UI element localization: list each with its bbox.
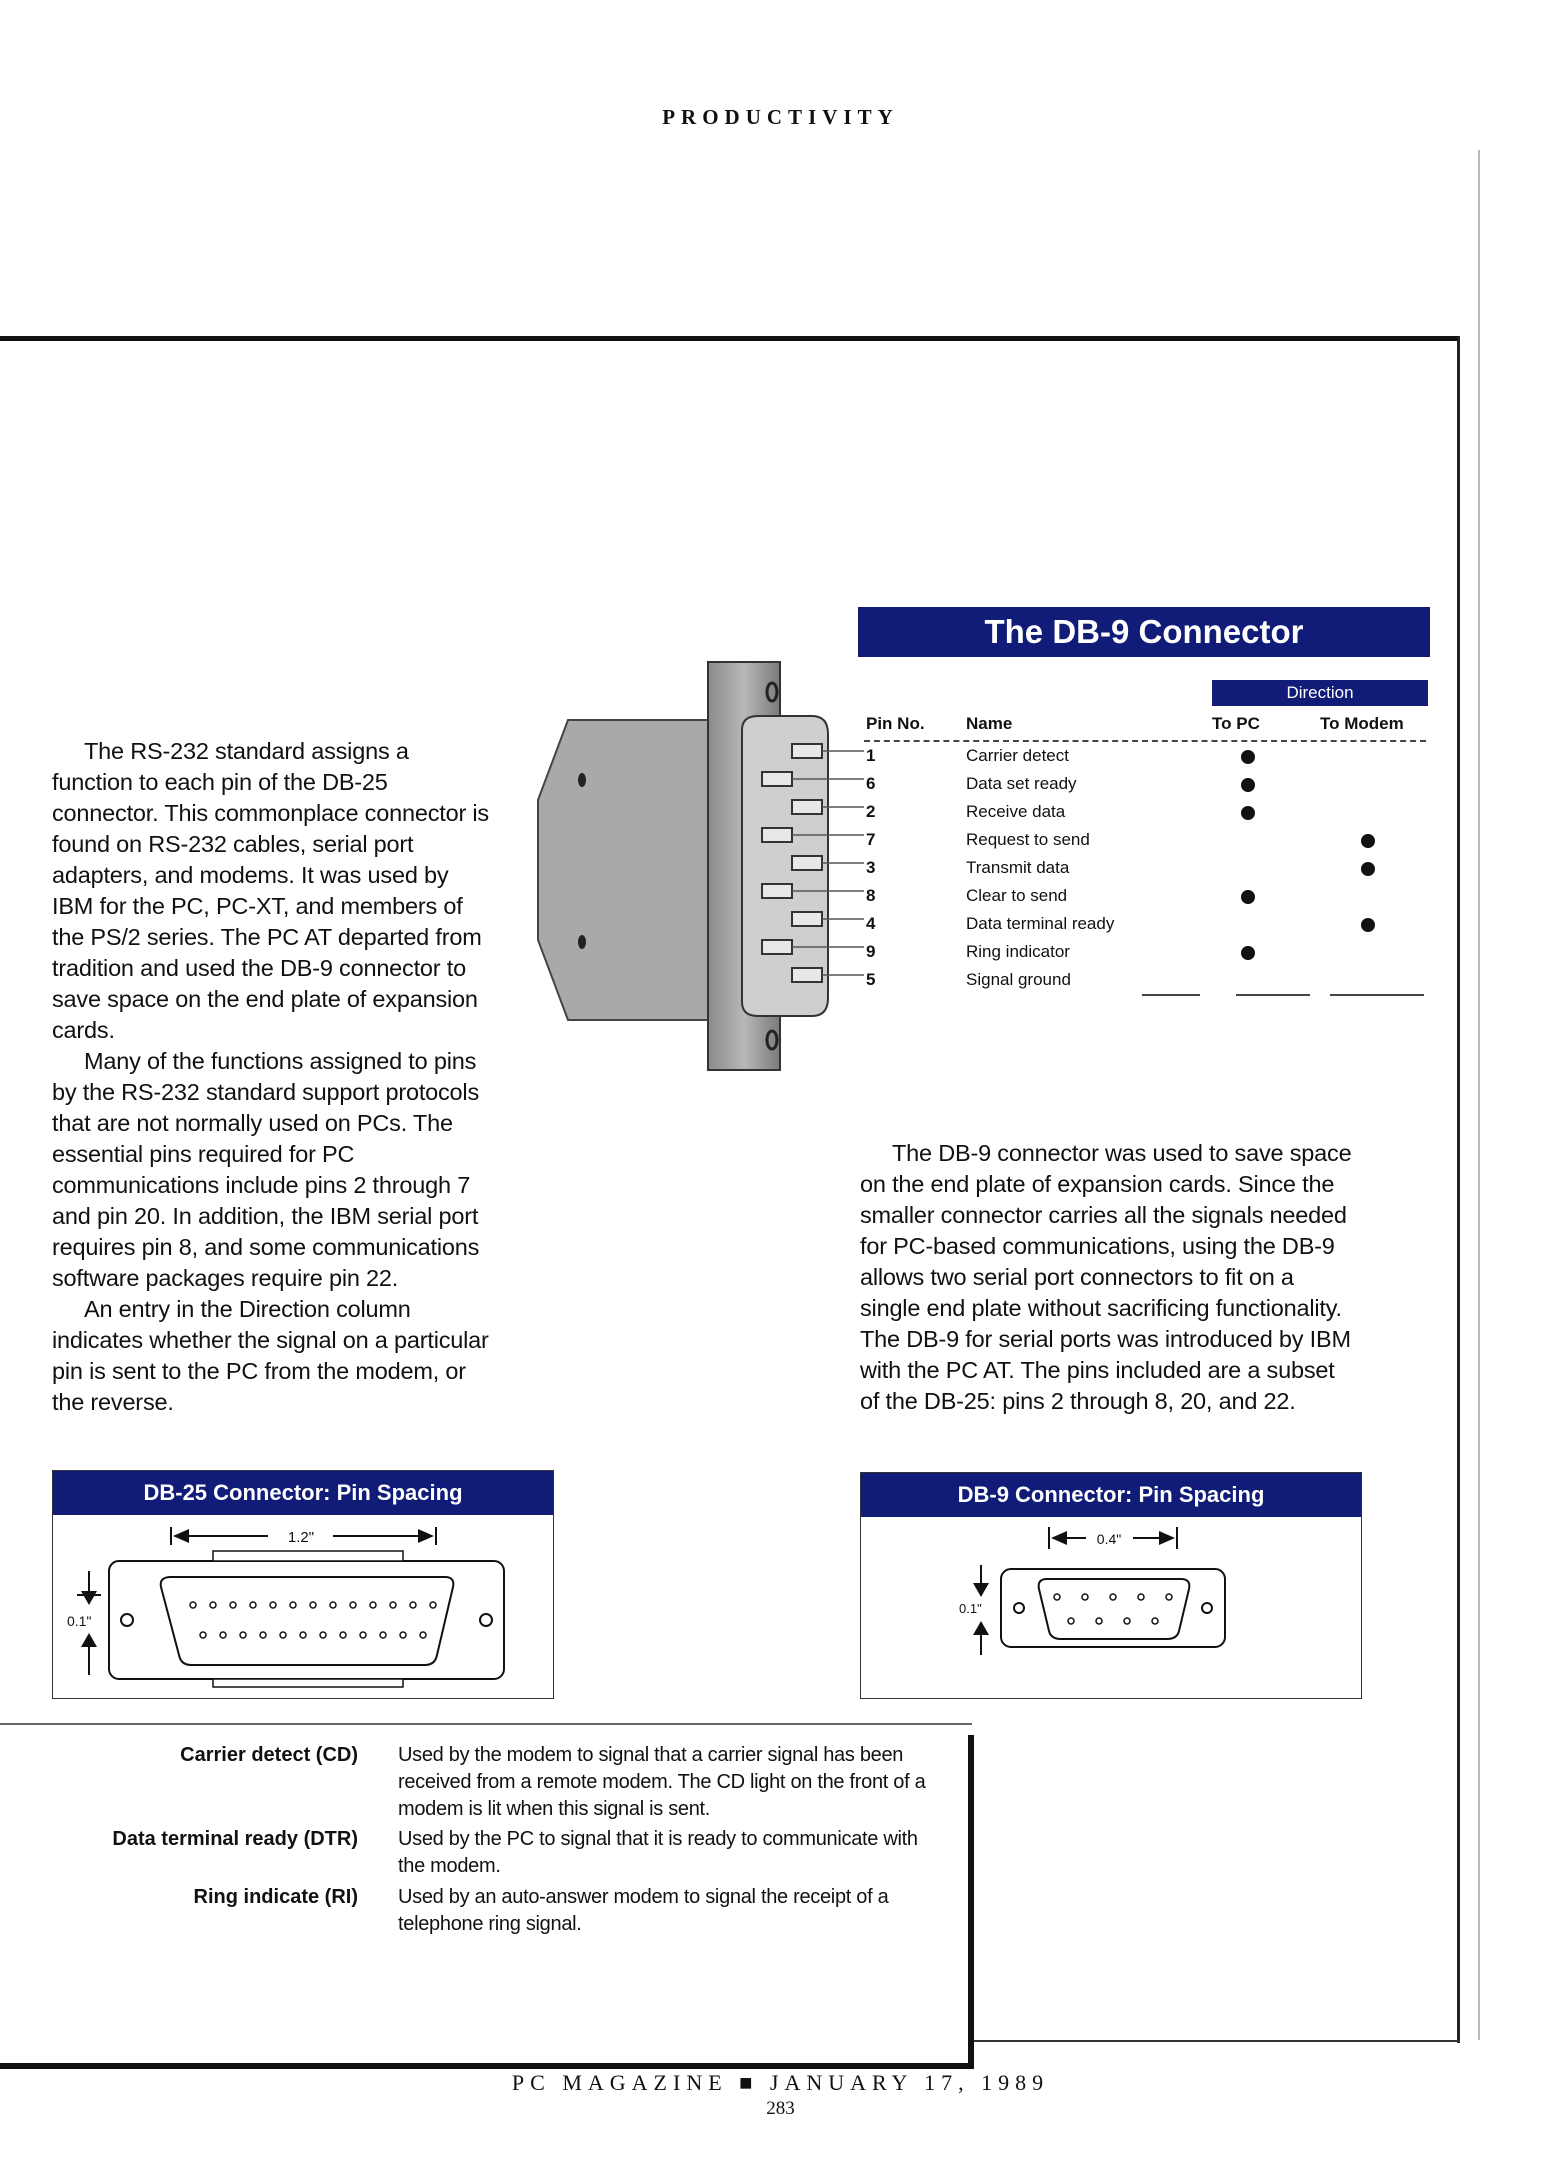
pin-number: 3 [866,858,876,877]
pin-name: Data terminal ready [966,914,1115,933]
width-label: 1.2" [287,1529,315,1546]
db25-diagram [53,1515,550,1695]
paragraph: The DB-9 connector was used to save space on the end plate of expansion cards. Since the smaller connector carries all the signals needed for PC-based communications, using the DB-9 allows two serial port connectors to fit on a single end plate without sacrificing functionality. The DB-9 for serial ports was introduced by IBM with the PC AT. The pins included are a subset of the DB-25: pins 2 through 8, 20, and 22. [860,1140,1352,1414]
pin-number: 8 [866,886,876,905]
pin-name: Signal ground [966,970,1071,989]
column-header-pin: Pin No. [866,714,925,733]
paragraph: The RS-232 standard assigns a function to each pin of the DB-25 connector. This commonplace connector is found on RS-232 cables, serial port adapters, and modems. It was used by IBM for the PC, PC-XT, and members of the PS/2 series. The PC AT departed from tradition and used the DB-9 connector to save space on the end plate of expansion cards. [52,738,489,1043]
definition-term: Data terminal ready (DTR) [112,1828,358,1850]
definition-description: Used by an auto-answer modem to signal the receipt of a telephone ring signal. [398,1886,889,1935]
pin-name: Request to send [966,830,1090,849]
pin-name: Receive data [966,802,1066,821]
db25-pin-spacing-box [52,1470,554,1699]
pin-number: 7 [866,830,876,849]
pin-name: Clear to send [966,886,1068,905]
db9-table-title: The DB-9 Connector [858,607,1430,657]
table-row [864,886,1426,914]
db25-pin-spacing-title: DB-25 Connector: Pin Spacing [53,1471,553,1515]
pin-number: 9 [866,942,876,961]
frame-top-rule [0,336,1460,341]
table-rule [1330,994,1424,996]
pitch-label: 0.1" [67,1613,92,1629]
frame-right-rule [1457,336,1460,2043]
table-row [864,802,1426,830]
pin-name: Data set ready [966,774,1077,793]
direction-to-modem-dot [1361,834,1375,848]
table-rule [1236,994,1310,996]
definitions-top-rule [0,1723,972,1725]
direction-to-modem-dot [1361,862,1375,876]
paragraph: An entry in the Direction column indicates whether the signal on a particular pin is sent to the PC from the modem, or the reverse. [52,1296,489,1415]
table-row [864,746,1426,774]
definitions-right-rule [968,1735,974,2068]
pitch-label: 0.1" [959,1601,982,1616]
direction-to-pc-dot [1241,750,1255,764]
db9-pin-spacing-box [860,1472,1362,1699]
page-number: 283 [766,2098,795,2119]
pin-number: 1 [866,746,876,765]
right-column-text [860,1138,1360,1417]
db9-pin-spacing-title: DB-9 Connector: Pin Spacing [861,1473,1361,1517]
frame-bottom-rule [972,2040,1460,2042]
paragraph: Many of the functions assigned to pins by the RS-232 standard support protocols that are not normally used on PCs. The essential pins required for PC communications include pins 2 through 7 and pin 20. In addition, the IBM serial port requires pin 8, and some communications software packages require pin 22. [52,1048,480,1291]
definitions-bottom-rule [0,2063,974,2069]
table-row [864,970,1426,998]
direction-header: Direction [1212,680,1428,706]
direction-to-pc-dot [1241,806,1255,820]
definition-description: Used by the modem to signal that a carrier signal has been received from a remote modem. The CD light on the front of a modem is lit when this signal is sent. [398,1744,926,1820]
direction-to-pc-dot [1241,890,1255,904]
width-label: 0.4" [1096,1531,1122,1547]
table-row [864,774,1426,802]
direction-to-modem-dot [1361,918,1375,932]
footer-publication: PC MAGAZINE ■ JANUARY 17, 1989 [511,2070,1050,2095]
table-row [864,942,1426,970]
column-header-to-modem: To Modem [1320,714,1404,733]
table-row [864,858,1426,886]
definition-term: Carrier detect (CD) [180,1744,358,1766]
pin-number: 4 [866,914,876,933]
column-header-name: Name [966,714,1013,733]
pin-name: Ring indicator [966,942,1070,961]
section-header: PRODUCTIVITY [662,105,899,129]
direction-to-pc-dot [1241,778,1255,792]
direction-to-pc-dot [1241,946,1255,960]
definition-term: Ring indicate (RI) [193,1886,358,1908]
header-rule [864,740,1426,742]
pin-name: Transmit data [966,858,1070,877]
table-row [864,830,1426,858]
db9-connector-illustration [530,660,870,1075]
pin-number: 2 [866,802,876,821]
db9-diagram [861,1517,1358,1695]
pin-name: Carrier detect [966,746,1069,765]
definition-description: Used by the PC to signal that it is ready to communicate with the modem. [398,1828,918,1877]
table-row [864,914,1426,942]
pin-number: 6 [866,774,876,793]
pin-number: 5 [866,970,876,989]
table-rule [1142,994,1200,996]
left-column-text [52,736,492,1418]
page-rule [1478,150,1480,2040]
column-header-to-pc: To PC [1212,714,1260,733]
